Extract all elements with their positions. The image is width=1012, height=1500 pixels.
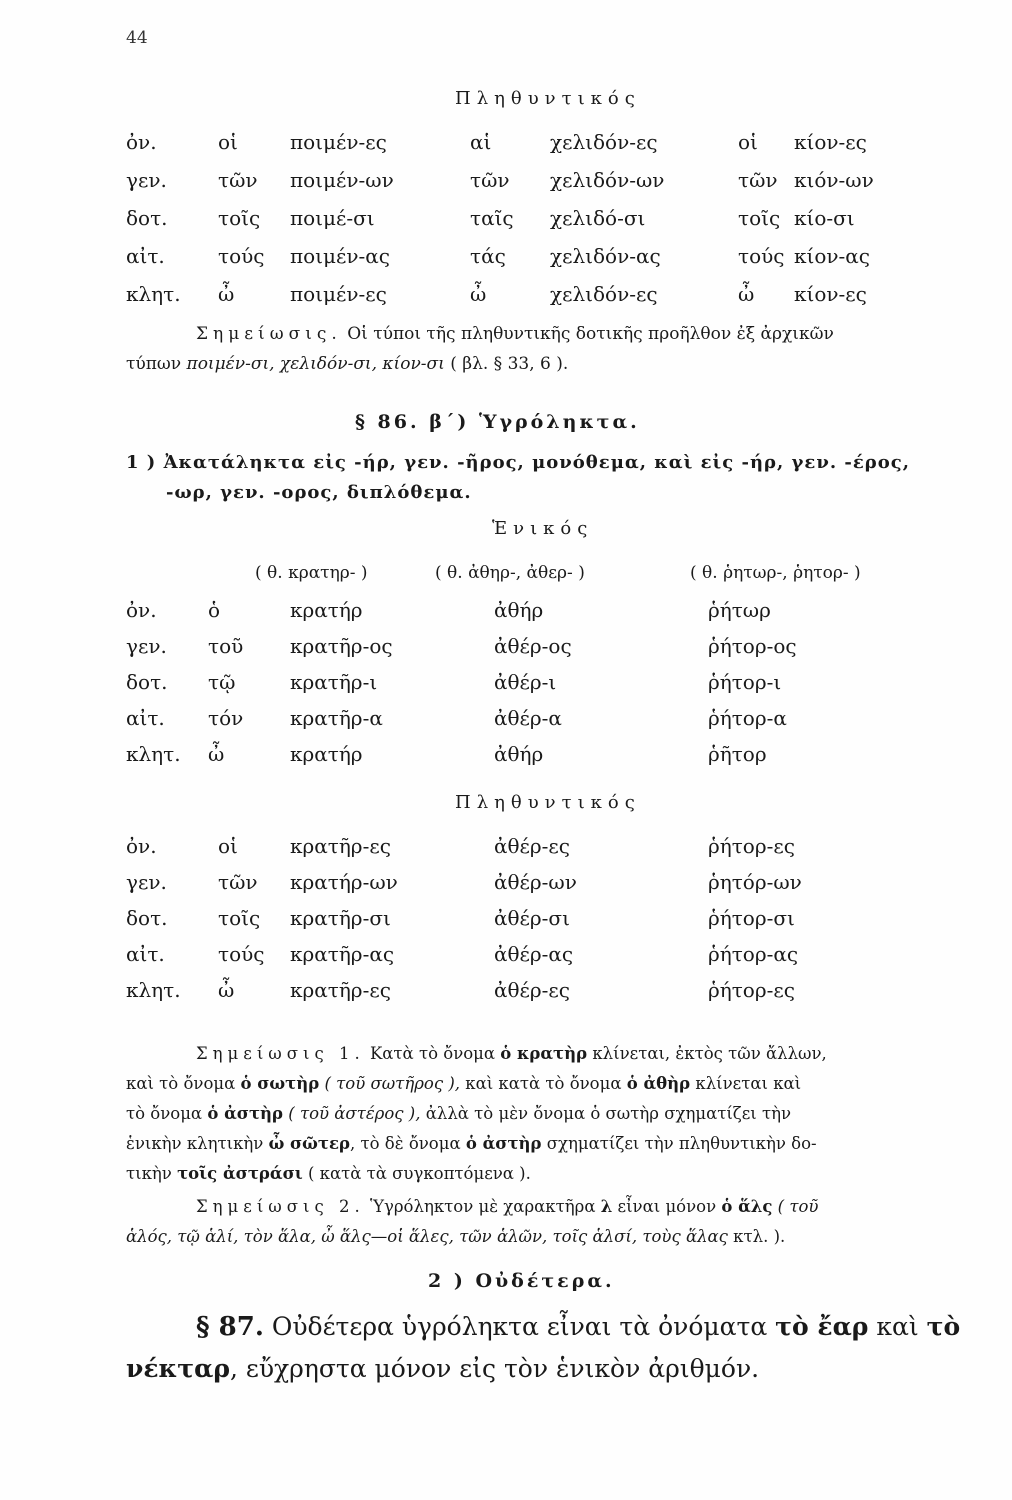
case-label: αἰτ. <box>126 942 165 966</box>
article: οἱ <box>738 130 758 154</box>
word-form: ποιμέν-ας <box>290 244 391 268</box>
note-text: κλίνεται, ἐκτὸς τῶν ἄλλων, <box>587 1044 827 1063</box>
word-form: ἀθέρ-ες <box>494 978 570 1002</box>
word-form: ῥήτορ-ας <box>708 942 799 966</box>
plural-heading: Πληθυντικός <box>455 88 641 109</box>
article: ταῖς <box>470 206 514 230</box>
word-form: κίον-ες <box>794 130 867 154</box>
word-form: κρατήρ-ων <box>290 870 398 894</box>
subsection-heading-1-cont: -ωρ, γεν. -ορος, διπλόθεμα. <box>166 482 472 503</box>
word-form: κιόν-ων <box>794 168 874 192</box>
word-form: ῥητόρ-ων <box>708 870 802 894</box>
word-form: κίο-σι <box>794 206 855 230</box>
word-form: ῥήτορ-α <box>708 706 787 730</box>
word-form: κρατῆρ-ες <box>290 834 391 858</box>
page-number: 44 <box>126 28 148 48</box>
word-form: ῥήτορ-σι <box>708 906 795 930</box>
word-form: ῥῆτορ <box>708 742 767 766</box>
note-paragraph-cont <box>126 350 568 378</box>
article: τῷ <box>208 670 236 694</box>
plural-heading: Πληθυντικός <box>455 792 641 813</box>
article: οἱ <box>218 834 238 858</box>
note-text: τὸ ὄνομα <box>126 1104 208 1123</box>
note-gen: ( τοῦ ἀστέρος ), <box>283 1104 421 1123</box>
section-number-87: § 87. <box>196 1312 264 1342</box>
article: ὁ <box>208 598 221 622</box>
note-term: ὁ ἀθὴρ <box>626 1074 691 1093</box>
article: οἱ <box>218 130 238 154</box>
note-forms: ἁλός, τῷ ἁλί, τὸν ἅλα, ὦ ἅλς—οἱ ἅλες, τῶν ἁλῶν, τοῖς ἁλσί, τοὺς ἅλας <box>126 1227 728 1246</box>
case-label: κλητ. <box>126 742 181 766</box>
article: τῶν <box>218 870 258 894</box>
word-form: ἀθήρ <box>494 742 544 766</box>
case-label: γεν. <box>126 634 167 658</box>
word-form: ἀθέρ-α <box>494 706 562 730</box>
note-term: ὁ ἀστὴρ <box>207 1104 284 1123</box>
section-87-line <box>126 1348 759 1390</box>
note-text: Ὑγρόληκτον μὲ χαρακτῆρα <box>364 1197 601 1216</box>
article: τοῖς <box>218 206 261 230</box>
word-form: ῥήτορ-ες <box>708 834 795 858</box>
word-form: ῥήτορ-ος <box>708 634 797 658</box>
note-text: Κατὰ τὸ ὄνομα <box>364 1044 501 1063</box>
note-1-line <box>196 1040 827 1068</box>
case-label: ὀν. <box>126 598 157 622</box>
article: ὦ <box>738 282 755 306</box>
note-text: Οἱ τύποι τῆς πληθυντικῆς δοτικῆς προῆλθον ἐξ ἀρχικῶν <box>341 324 834 344</box>
word-form: κρατῆρ-α <box>290 706 383 730</box>
word-form: χελιδόν-ας <box>550 244 661 268</box>
section-heading-86: § 86. β΄) Ὑγρόληκτα. <box>355 411 640 433</box>
section-term: τὸ <box>926 1312 961 1341</box>
word-form: κρατήρ <box>290 742 363 766</box>
word-form: ποιμέν-ες <box>290 282 387 306</box>
word-form: ἀθήρ <box>494 598 544 622</box>
note-2-line <box>196 1193 818 1221</box>
word-form: κρατῆρ-ες <box>290 978 391 1002</box>
section-text: , εὔχρηστα μόνον εἰς τὸν ἑνικὸν ἀριθμόν. <box>229 1354 760 1383</box>
case-label: αἰτ. <box>126 706 165 730</box>
note-1-line <box>126 1160 531 1188</box>
article: ὦ <box>218 282 235 306</box>
article: τῶν <box>470 168 510 192</box>
word-form: κρατῆρ-ας <box>290 942 395 966</box>
case-label: δοτ. <box>126 906 168 930</box>
article: ὦ <box>218 978 235 1002</box>
note-term: ὁ σωτὴρ <box>240 1074 320 1093</box>
note-1-line <box>126 1130 817 1158</box>
article: τῶν <box>218 168 258 192</box>
article: τοῦ <box>208 634 244 658</box>
case-label: κλητ. <box>126 978 181 1002</box>
note-1-line <box>126 1100 791 1128</box>
word-form: κρατῆρ-σι <box>290 906 391 930</box>
section-term: τὸ ἔαρ <box>775 1312 869 1341</box>
note-ref: ( βλ. § 33, 6 ). <box>444 354 569 374</box>
word-form: χελιδό-σι <box>550 206 646 230</box>
note-text: κλίνεται καὶ <box>690 1074 802 1093</box>
word-form: κίον-ας <box>794 244 871 268</box>
note-gen: ( τοῦ σωτῆρος ), <box>319 1074 461 1093</box>
article: τῶν <box>738 168 778 192</box>
section-87-line <box>196 1306 960 1348</box>
note-text: σχηματίζει τὴν πληθυντικὴν δο- <box>541 1134 817 1153</box>
singular-heading: Ἑνικός <box>492 518 594 539</box>
word-form: ἀθέρ-ι <box>494 670 557 694</box>
article: τόν <box>208 706 244 730</box>
note-term: ὁ ἀστὴρ <box>465 1134 542 1153</box>
word-form: ποιμέν-ων <box>290 168 394 192</box>
theme-label: ( θ. ἀθηρ-, ἀθερ- ) <box>435 563 585 583</box>
note-term: ὦ σῶτερ <box>268 1134 350 1153</box>
word-form: ἀθέρ-ας <box>494 942 574 966</box>
word-form: χελιδόν-ες <box>550 282 658 306</box>
section-text: Οὐδέτερα ὑγρόληκτα εἶναι τὰ ὀνόματα <box>263 1312 776 1341</box>
note-forms: ποιμέν-σι, χελιδόν-σι, κίον-σι <box>186 354 445 374</box>
case-label: ὀν. <box>126 834 157 858</box>
article: ὦ <box>470 282 487 306</box>
note-text: καὶ κατὰ τὸ ὄνομα <box>460 1074 627 1093</box>
theme-label: ( θ. κρατηρ- ) <box>255 563 368 583</box>
word-form: ῥήτορ-ι <box>708 670 782 694</box>
article: τούς <box>218 244 265 268</box>
word-form: ῥήτωρ <box>708 598 771 622</box>
note-text: ( κατὰ τὰ συγκοπτόμενα ). <box>302 1164 531 1183</box>
note-gen: ( τοῦ <box>772 1197 819 1216</box>
note-term: ὁ κρατὴρ <box>500 1044 588 1063</box>
word-form: κρατῆρ-ος <box>290 634 393 658</box>
section-text: καὶ <box>868 1312 927 1341</box>
note-text: , τὸ δὲ ὄνομα <box>350 1134 466 1153</box>
note-text: κτλ. ). <box>727 1227 786 1246</box>
note-1-line <box>126 1070 801 1098</box>
note-text: τικὴν <box>126 1164 178 1183</box>
note-term: λ <box>600 1197 613 1216</box>
word-form: ἀθέρ-σι <box>494 906 570 930</box>
article: τοῖς <box>738 206 781 230</box>
case-label: γεν. <box>126 168 167 192</box>
note-text: καὶ τὸ ὄνομα <box>126 1074 241 1093</box>
note-label: Σημείωσις. <box>196 324 342 344</box>
case-label: γεν. <box>126 870 167 894</box>
word-form: ἀθέρ-ων <box>494 870 577 894</box>
word-form: χελιδόν-ων <box>550 168 665 192</box>
case-label: αἰτ. <box>126 244 165 268</box>
case-label: δοτ. <box>126 670 168 694</box>
word-form: ἀθέρ-ος <box>494 634 572 658</box>
note-label: Σημείωσις 2. <box>196 1197 365 1216</box>
subsection-heading-1: 1 ) Ἀκατάληκτα εἰς -ήρ, γεν. -ῆρος, μονόθεμα, καὶ εἰς -ήρ, γεν. -έρος, <box>126 452 910 473</box>
note-text: ἀλλὰ τὸ μὲν ὄνομα ὁ σωτὴρ σχηματίζει τὴν <box>420 1104 792 1123</box>
case-label: κλητ. <box>126 282 181 306</box>
note-term: τοῖς ἀστράσι <box>177 1164 303 1183</box>
case-label: ὀν. <box>126 130 157 154</box>
word-form: κίον-ες <box>794 282 867 306</box>
word-form: κρατήρ <box>290 598 363 622</box>
note-text: ἑνικὴν κλητικὴν <box>126 1134 269 1153</box>
theme-label: ( θ. ῥητωρ-, ῥητορ- ) <box>690 563 861 583</box>
subsection-heading-2: 2 ) Οὐδέτερα. <box>428 1270 615 1292</box>
note-text: εἶναι μόνον <box>612 1197 722 1216</box>
article: αἱ <box>470 130 492 154</box>
word-form: χελιδόν-ες <box>550 130 658 154</box>
article: τοῖς <box>218 906 261 930</box>
section-term: νέκταρ <box>126 1354 230 1383</box>
word-form: ποιμέν-ες <box>290 130 387 154</box>
article: τούς <box>218 942 265 966</box>
article: ὦ <box>208 742 225 766</box>
case-label: δοτ. <box>126 206 168 230</box>
note-paragraph <box>196 320 834 348</box>
article: τάς <box>470 244 506 268</box>
article: τούς <box>738 244 785 268</box>
note-term: ὁ ἅλς <box>721 1197 773 1216</box>
note-2-line <box>126 1223 785 1251</box>
word-form: ἀθέρ-ες <box>494 834 570 858</box>
note-text: τύπων <box>126 354 187 374</box>
word-form: ῥήτορ-ες <box>708 978 795 1002</box>
note-label: Σημείωσις 1. <box>196 1044 365 1063</box>
word-form: κρατῆρ-ι <box>290 670 378 694</box>
word-form: ποιμέ-σι <box>290 206 375 230</box>
